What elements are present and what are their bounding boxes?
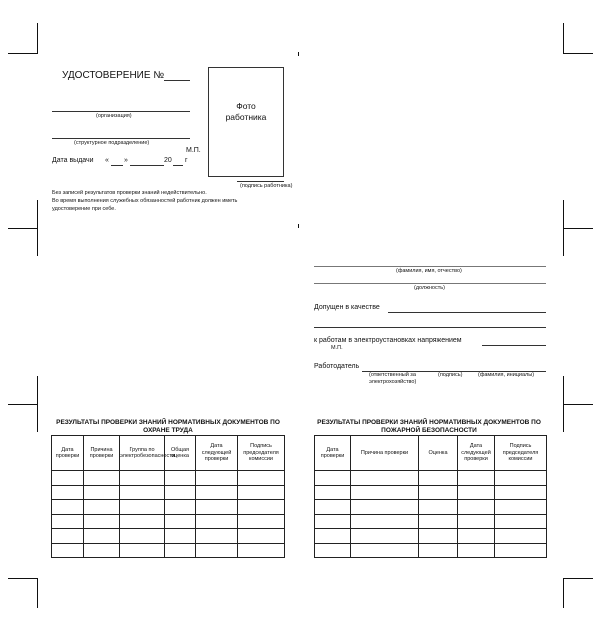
table-cell xyxy=(458,471,495,486)
table-cell xyxy=(165,514,196,529)
table-cell xyxy=(52,529,84,544)
table-cell xyxy=(495,514,547,529)
crop-mark xyxy=(8,53,38,54)
employer-caption: (фамилия, инициалы) xyxy=(478,372,535,378)
table-row xyxy=(52,529,285,544)
table-cell xyxy=(351,529,419,544)
organization-line xyxy=(52,111,190,112)
table-cell xyxy=(419,543,458,558)
table-cell xyxy=(84,543,120,558)
table-row xyxy=(52,543,285,558)
holder-seal-mark: М.П. xyxy=(331,345,343,351)
issue-day-line xyxy=(111,165,123,166)
works-label: к работам в электроустановках напряжением xyxy=(314,337,462,344)
crop-mark xyxy=(563,228,593,229)
table-cell xyxy=(419,514,458,529)
fire-table-title-line: ПОЖАРНОЙ БЕЗОПАСНОСТИ xyxy=(381,427,477,434)
fold-mark xyxy=(298,52,299,56)
crop-mark xyxy=(563,23,564,53)
table-row xyxy=(315,543,547,558)
admitted-label: Допущен в качестве xyxy=(314,304,380,311)
worker-signature-caption: (подпись работника) xyxy=(240,183,293,189)
crop-mark xyxy=(8,404,38,405)
crop-mark xyxy=(8,228,38,229)
crop-mark xyxy=(563,578,564,608)
table-cell xyxy=(120,543,165,558)
column-header: Дата следующей проверки xyxy=(196,436,238,471)
fire-results-table xyxy=(314,435,547,558)
worker-signature-line xyxy=(237,181,284,182)
crop-mark xyxy=(563,404,593,405)
photo-placeholder xyxy=(208,67,284,177)
table-cell xyxy=(495,529,547,544)
table-cell xyxy=(165,471,196,486)
table-cell xyxy=(458,529,495,544)
column-header: Дата проверки xyxy=(315,436,351,471)
employer-caption: (ответственный за xyxy=(369,372,416,378)
table-cell xyxy=(495,471,547,486)
table-cell xyxy=(315,543,351,558)
issue-year-suffix: г xyxy=(185,157,188,164)
column-header: Причина проверки xyxy=(351,436,419,471)
table-cell xyxy=(458,514,495,529)
employer-caption: электрохозяйство) xyxy=(369,379,417,385)
crop-mark xyxy=(563,53,593,54)
table-cell xyxy=(351,500,419,515)
column-header: Группа по электробезопасности xyxy=(120,436,165,471)
table-cell xyxy=(419,485,458,500)
labor-table-title-line: ОХРАНЕ ТРУДА xyxy=(143,427,193,434)
column-header: Подпись председателя комиссии xyxy=(238,436,285,471)
fire-table-title xyxy=(306,419,552,435)
table-cell xyxy=(315,485,351,500)
column-header: Оценка xyxy=(419,436,458,471)
voltage-line xyxy=(482,345,546,346)
column-header: Причина проверки xyxy=(84,436,120,471)
table-cell xyxy=(52,471,84,486)
table-cell xyxy=(165,529,196,544)
issue-date-close-quote: » xyxy=(124,157,128,164)
table-cell xyxy=(315,514,351,529)
table-cell xyxy=(495,485,547,500)
position-line xyxy=(314,283,546,284)
crop-mark xyxy=(563,578,593,579)
fold-mark xyxy=(298,224,299,228)
table-cell xyxy=(120,471,165,486)
table-row xyxy=(315,471,547,486)
employer-caption: (подпись) xyxy=(438,372,463,378)
table-cell xyxy=(238,485,285,500)
column-header: Дата следующей проверки xyxy=(458,436,495,471)
column-header: Общая оценка xyxy=(165,436,196,471)
table-cell xyxy=(238,543,285,558)
table-cell xyxy=(84,514,120,529)
certificate-title: УДОСТОВЕРЕНИЕ № xyxy=(62,70,165,81)
table-cell xyxy=(165,500,196,515)
table-cell xyxy=(84,471,120,486)
organization-caption: (организация) xyxy=(96,113,132,119)
table-cell xyxy=(495,543,547,558)
table-cell xyxy=(315,471,351,486)
table-cell xyxy=(196,485,238,500)
table-cell xyxy=(52,485,84,500)
crop-mark xyxy=(37,23,38,53)
employer-label: Работодатель xyxy=(314,363,360,370)
labor-table-title xyxy=(46,419,290,435)
table-cell xyxy=(419,471,458,486)
table-cell xyxy=(52,500,84,515)
table-cell xyxy=(419,500,458,515)
table-row xyxy=(315,529,547,544)
table-cell xyxy=(419,529,458,544)
table-cell xyxy=(351,543,419,558)
table-cell xyxy=(196,543,238,558)
department-caption: (структурное подразделение) xyxy=(74,140,150,146)
table-cell xyxy=(238,529,285,544)
department-line xyxy=(52,138,190,139)
certificate-number-line xyxy=(164,80,190,81)
issue-year-prefix: 20 xyxy=(164,157,172,164)
table-row xyxy=(315,514,547,529)
issue-date-label: Дата выдачи xyxy=(52,157,94,164)
name-caption: (фамилия, имя, отчество) xyxy=(396,268,462,274)
labor-results-table xyxy=(51,435,285,558)
table-cell xyxy=(52,514,84,529)
admitted-line xyxy=(388,312,546,313)
name-line xyxy=(314,266,546,267)
table-cell xyxy=(84,500,120,515)
column-header: Подпись председателя комиссии xyxy=(495,436,547,471)
table-cell xyxy=(495,500,547,515)
issue-year-line xyxy=(173,165,183,166)
issue-date-open-quote: « xyxy=(105,157,109,164)
crop-mark xyxy=(37,578,38,608)
table-cell xyxy=(84,485,120,500)
table-cell xyxy=(120,529,165,544)
position-caption: (должность) xyxy=(414,285,445,291)
column-header: Дата проверки xyxy=(52,436,84,471)
table-row xyxy=(52,514,285,529)
table-cell xyxy=(351,471,419,486)
table-cell xyxy=(458,485,495,500)
certificate-notice: удостоверение при себе. xyxy=(52,206,116,212)
table-cell xyxy=(196,471,238,486)
table-cell xyxy=(315,500,351,515)
table-row xyxy=(52,500,285,515)
table-cell xyxy=(120,485,165,500)
table-cell xyxy=(120,514,165,529)
table-cell xyxy=(238,514,285,529)
table-row xyxy=(52,485,285,500)
table-cell xyxy=(120,500,165,515)
table-cell xyxy=(196,529,238,544)
fire-table-title-line: РЕЗУЛЬТАТЫ ПРОВЕРКИ ЗНАНИЙ НОРМАТИВНЫХ ДОКУМЕНТОВ ПО xyxy=(317,419,541,426)
table-cell xyxy=(165,485,196,500)
table-cell xyxy=(238,500,285,515)
table-row xyxy=(315,485,547,500)
photo-label: работника xyxy=(225,112,267,122)
table-cell xyxy=(196,500,238,515)
table-row xyxy=(315,500,547,515)
seal-mark: М.П. xyxy=(186,147,201,154)
table-cell xyxy=(238,471,285,486)
table-cell xyxy=(196,514,238,529)
certificate-notice: Во время выполнения служебных обязанностей работник должен иметь xyxy=(52,198,238,204)
table-cell xyxy=(84,529,120,544)
table-cell xyxy=(351,514,419,529)
table-cell xyxy=(458,500,495,515)
admitted-line-2 xyxy=(314,327,546,328)
photo-label: Фото xyxy=(236,101,256,111)
labor-table-title-line: РЕЗУЛЬТАТЫ ПРОВЕРКИ ЗНАНИЙ НОРМАТИВНЫХ ДОКУМЕНТОВ ПО xyxy=(56,419,280,426)
table-cell xyxy=(351,485,419,500)
table-cell xyxy=(458,543,495,558)
issue-month-line xyxy=(130,165,164,166)
table-cell xyxy=(315,529,351,544)
table-cell xyxy=(165,543,196,558)
certificate-notice: Без записей результатов проверки знаний недействительно. xyxy=(52,190,207,196)
table-row xyxy=(52,471,285,486)
table-cell xyxy=(52,543,84,558)
crop-mark xyxy=(8,578,38,579)
